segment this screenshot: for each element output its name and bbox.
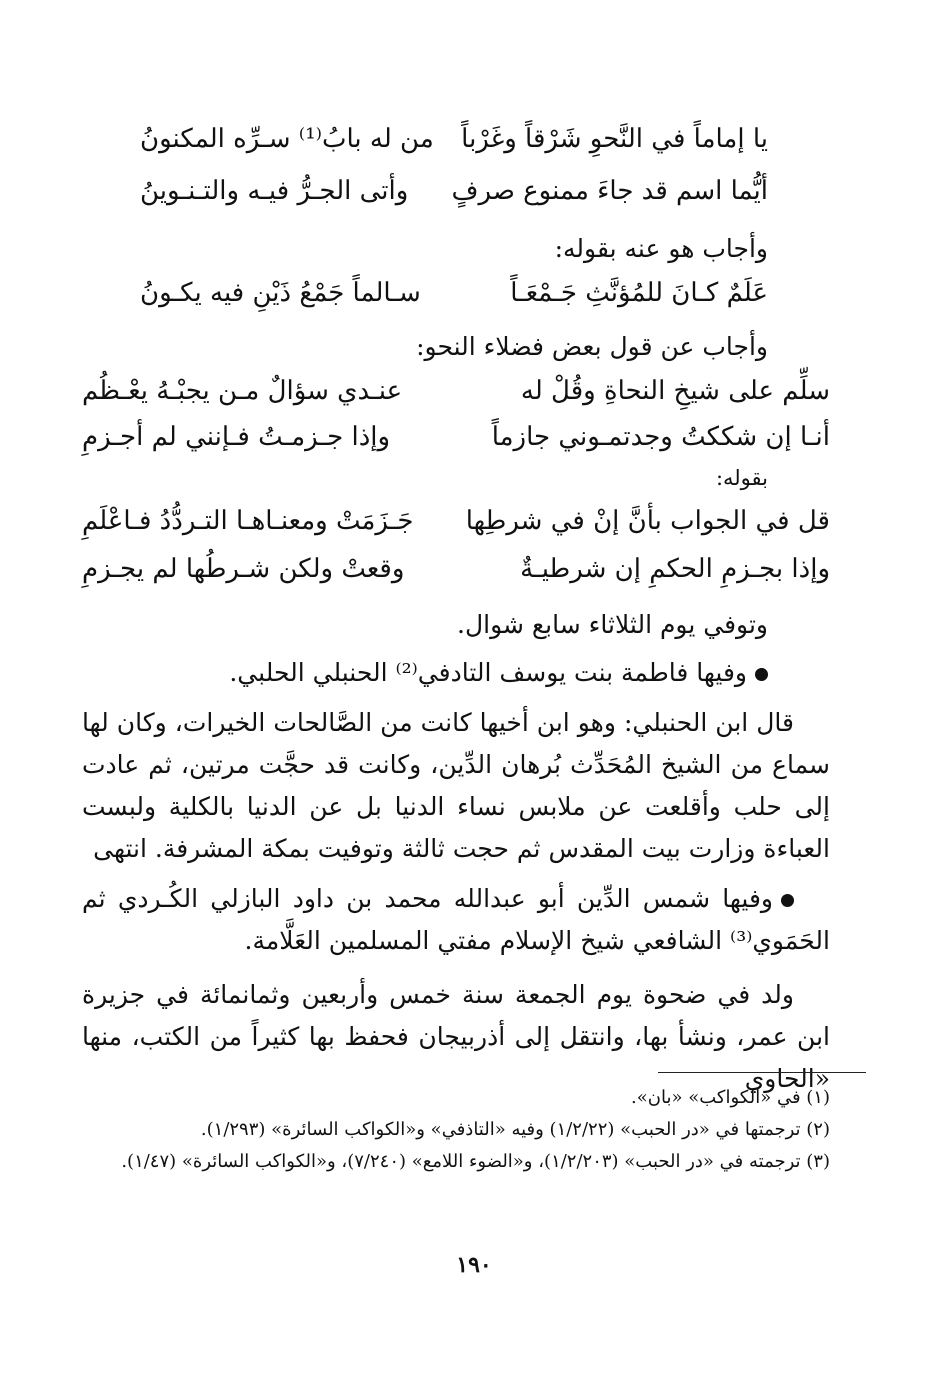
verse-hemistich-right: عَلَمٌ كـانَ للمُؤنَّثِ جَـمْعَـاً xyxy=(510,278,768,308)
fatima-paragraph: قال ابن الحنبلي: وهو ابن أخيها كانت من الصَّالحات الخيرات، وكان لها سماع من الشيخ المُحَدِّث بُرهان الدِّين، وكانت قد حجَّت مرتين، ثم عادت إلى حلب وأقلعت عن ملابس نساء الدنيا بل عن الدنيا بالكلية ولبست العباءة وزارت بيت المقدس ثم حجت ثالثة وتوفيت بمكة المشرفة. انتهى xyxy=(82,708,830,863)
shams-entry xyxy=(82,878,830,962)
shams-entry-text: وفيها شمس الدِّين أبو عبدالله محمد بن داود البازلي الكُـردي ثم الحَمَوي⁽³⁾ الشافعي شيخ الإسلام مفتي المسلمين العَلَّامة. xyxy=(82,884,830,955)
verse-block-1 xyxy=(140,126,768,230)
verse-hemistich-right: يا إماماً في النَّحوِ شَرْقاً وغَرْباً xyxy=(461,124,768,154)
verse-hemistich-left: وقعتْ ولكن شـرطُها لم يجـزمِ xyxy=(82,554,405,584)
answer-intro: وأجاب هو عنه بقوله: xyxy=(554,234,768,263)
verse-hemistich-left: من له بابُ⁽¹⁾ سـرِّه المكنونُ xyxy=(140,124,434,154)
verse-hemistich-right: قل في الجواب بأنَّ إنْ في شرطِها xyxy=(465,506,830,536)
verse-hemistich-left: سـالماً جَمْعُ ذَيْنِ فيه يكـونُ xyxy=(140,278,421,308)
verse-row xyxy=(82,508,830,552)
verse-block-2 xyxy=(140,280,768,320)
verse-hemistich-left: وأتى الجـرُّ فيـه والتـنـوينُ xyxy=(140,176,409,206)
verse-row xyxy=(140,280,768,324)
verse-row xyxy=(82,378,830,422)
verse-hemistich-right: أنـا إن شككتُ وجدتمـوني جازماً xyxy=(491,422,830,452)
page-number: ١٩٠ xyxy=(456,1252,492,1278)
verse-row xyxy=(140,178,768,222)
bullet-icon xyxy=(781,894,794,907)
verse-row xyxy=(140,126,768,170)
fatima-entry xyxy=(229,658,768,687)
verse-hemistich-left: وإذا جـزمـتُ فـإنني لم أجـزمِ xyxy=(82,422,391,452)
verse-hemistich-left: عنـدي سؤالٌ مـن يجبْـهُ يعْـظُم xyxy=(82,376,403,406)
verse-hemistich-right: أيُّما اسم قد جاءَ ممنوع صرفٍ xyxy=(451,176,768,206)
verse-block-4 xyxy=(82,508,830,598)
verse-row xyxy=(82,424,830,468)
verse-hemistich-left: جَـزَمَتْ ومعنـاهـا التـردُّدُ فـاعْلَمِ xyxy=(82,506,414,536)
verse-row xyxy=(82,556,830,600)
fatima-entry-text: وفيها فاطمة بنت يوسف التادفي⁽²⁾ الحنبلي الحلبي. xyxy=(229,658,747,687)
footnote-2: (٢) ترجمتها في «در الحبب» (١/٢/٢٢) وفيه «التاذفي» و«الكواكب السائرة» (١/٢٩٣). xyxy=(200,1119,830,1140)
footnote-3: (٣) ترجمته في «در الحبب» (١/٢/٢٠٣)، و«الضوء اللامع» (٧/٢٤٠)، و«الكواكب السائرة» (١/٤٧). xyxy=(121,1151,830,1172)
death-line: وتوفي يوم الثلاثاء سابع شوال. xyxy=(457,610,768,639)
verse-block-3 xyxy=(82,378,830,468)
scholars-intro: وأجاب عن قول بعض فضلاء النحو: xyxy=(416,332,768,361)
verse-hemistich-right: وإذا بجـزمِ الحكمِ إن شرطيـةٌ xyxy=(520,554,830,584)
by-saying-label: بقوله: xyxy=(715,466,768,490)
verse-hemistich-right: سلِّم على شيخِ النحاةِ وقُلْ له xyxy=(520,376,830,406)
bullet-icon xyxy=(755,668,768,681)
footnote-1: (١) في «الكواكب» «بان». xyxy=(631,1087,830,1108)
birth-paragraph: ولد في ضحوة يوم الجمعة سنة خمس وأربعين وثمانمائة في جزيرة ابن عمر، ونشأ بها، وانتقل إلى أذربيجان فحفظ بها كثيراً من الكتب، منها «الحاوي xyxy=(82,980,830,1093)
footnote-divider xyxy=(658,1072,866,1073)
